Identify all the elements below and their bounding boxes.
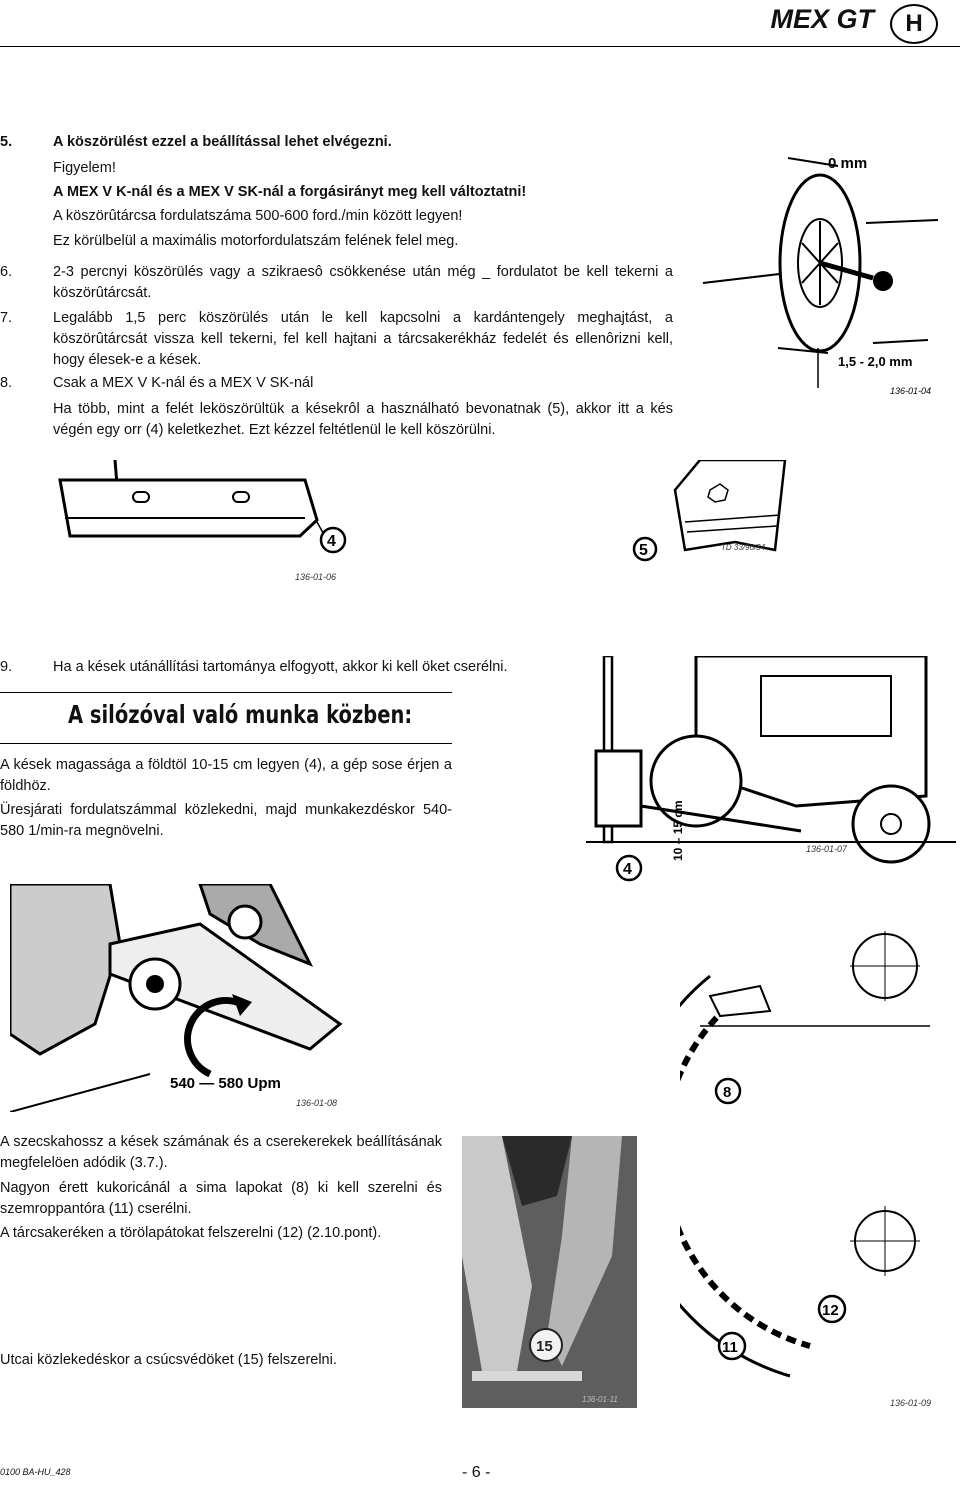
section-rule-top [0,692,452,693]
item-7-text: Legalább 1,5 perc köszörülés után le kell kapcsolni a kardántengely meghajtást, a köszörûtárcsát vissza kell tekerni, fel kell hajtani a tárcsakerékház fedelét és ellenôrizni kell, hogy élesek-e a kések. [53,310,673,368]
figure-1-caption: 136-01-04 [890,386,932,396]
figure-4-caption: 136-01-07 [806,844,848,854]
gearbox-figure [10,884,350,1112]
item-8-number: 8. [0,375,13,391]
callout-4: 4 [327,533,336,550]
figure-2-caption: 136-01-06 [295,572,337,582]
footer-document-id: 0100 BA-HU_428 [0,1467,71,1477]
half-speed-note: Ez körülbelül a maximális motorfordulatszám felének felel meg. [53,233,459,249]
figure-5-caption: 136-01-08 [296,1098,338,1108]
figure-7-caption: 136-01-11 [582,1395,618,1404]
tractor-height-figure [586,656,956,882]
attention-text: Figyelem! [53,160,116,176]
item-6-text: 2-3 percnyi köszörülés vagy a szikraesô csökkenése után még _ fordulatot be kell tekerni a köszörûtárcsát. [53,264,673,301]
callout-4-height: 4 [623,861,632,878]
knife-edge-figure [55,460,355,588]
figure-3-caption: TD 33/90/34 [721,543,766,552]
callout-5: 5 [639,542,648,559]
item-9-text: Ha a kések utánállítási tartománya elfogyott, akkor ki kell öket cserélni. [53,659,508,675]
document-title: MEX GT [770,4,874,34]
rotation-warning: A MEX V K-nál és a MEX V SK-nál a forgásirányt meg kell változtatni! [53,184,527,200]
language-badge: H [890,4,938,44]
section-rule-bottom [0,743,452,744]
section-heading: A silózóval való munka közben: [68,700,413,729]
item-6-number: 6. [0,264,13,280]
callout-11: 11 [722,1339,738,1356]
item-9-number: 9. [0,659,13,675]
item-8-text: Ha több, mint a felét leköszörültük a késekrôl a használható bevonatnak (5), akkor itt a kés végén egy orr (4) keletkezhet. Ezt kézzel feltétlenül le kell köszörülni. [53,401,673,438]
item-7-number: 7. [0,310,13,326]
disc-blades-figure [680,916,950,1410]
callout-8: 8 [723,1084,732,1101]
callout-12: 12 [822,1302,839,1319]
speed-note: A köszörûtárcsa fordulatszáma 500-600 ford./min között legyen! [53,208,463,224]
grinding-disc-figure [698,148,948,400]
callout-15: 15 [536,1338,553,1355]
item-5-text: A köszörülést ezzel a beállítással lehet elvégezni. [53,134,392,150]
gap-range-label: 1,5 - 2,0 mm [838,354,913,369]
knife-coating-figure [625,460,795,570]
height-dimension-label: 10 – 15 cm [671,800,685,861]
zero-gap-label: 0 mm [828,155,868,172]
section-paragraph-3: A szecskahossz a kések számának és a cserekerekek beállításának megfelelöen adódik (3.7.). [0,1134,442,1171]
page-number: - 6 - [462,1464,491,1481]
section-paragraph-1: A kések magassága a földtöl 10-15 cm legyen (4), a gép sose érjen a földhöz. [0,757,452,794]
speed-label: 540 — 580 Upm [170,1075,281,1092]
section-paragraph-5: A tárcsakeréken a törölapátokat felszerelni (12) (2.10.pont). [0,1225,382,1241]
item-5-number: 5. [0,134,13,150]
header-rule [0,46,960,47]
item-8-title: Csak a MEX V K-nál és a MEX V SK-nál [53,375,314,391]
section-paragraph-6: Utcai közlekedéskor a csúcsvédöket (15) felszerelni. [0,1352,337,1368]
section-paragraph-2: Üresjárati fordulatszámmal közlekedni, majd munkakezdéskor 540-580 1/min-ra megnövelni. [0,802,452,839]
figure-6-caption: 136-01-09 [890,1398,932,1408]
tip-protector-photo [462,1136,637,1408]
section-paragraph-4: Nagyon érett kukoricánál a sima lapokat (8) ki kell szerelni és szemroppantóra (11) cserélni. [0,1180,442,1217]
